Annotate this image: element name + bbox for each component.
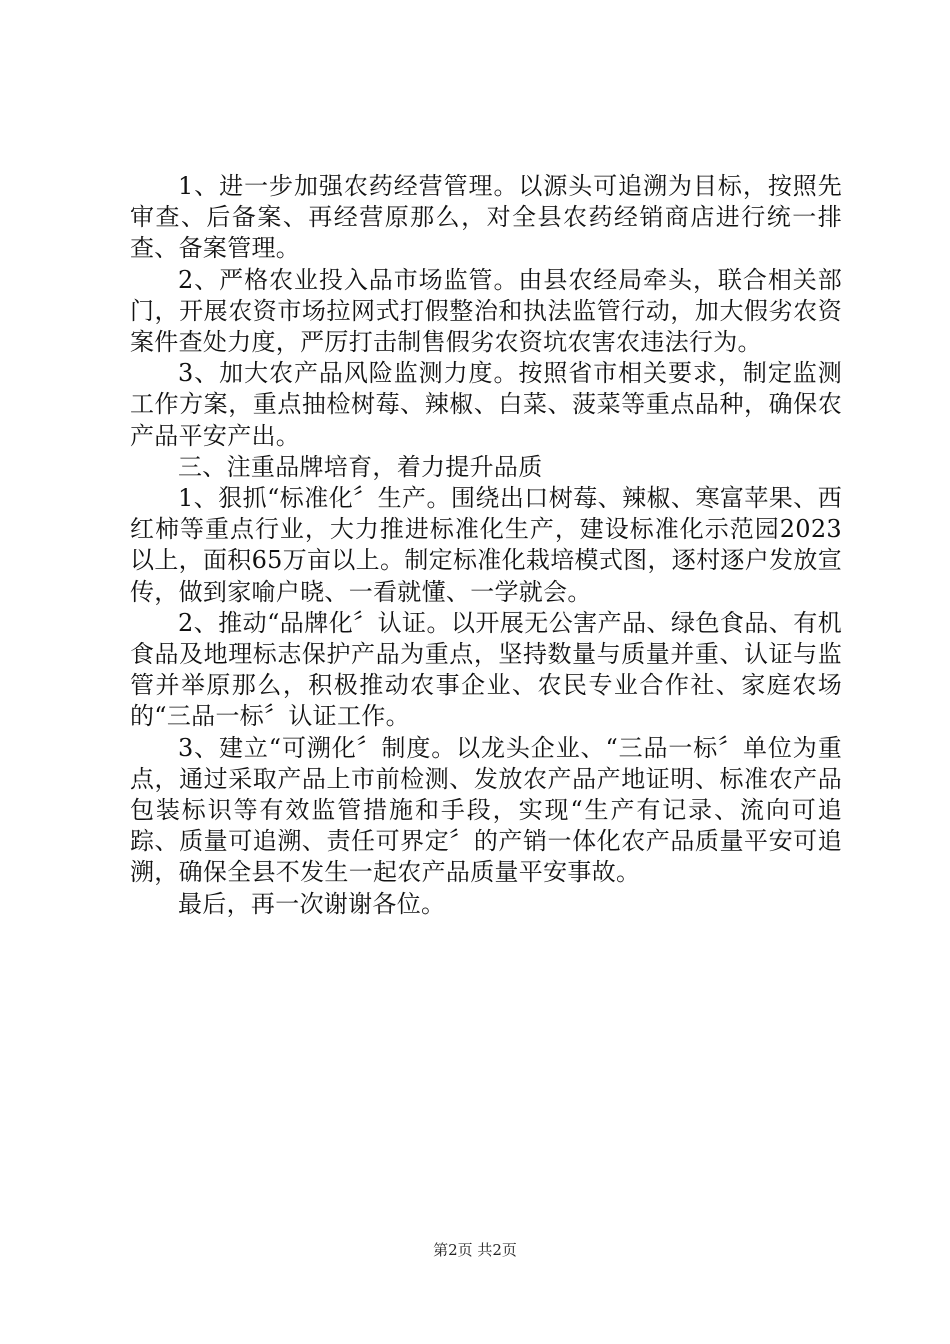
paragraph-pesticide-management: 1、进一步加强农药经营管理。以源头可追溯为目标，按照先审查、后备案、再经营原那么，对全县农药经销商店进行统一排查、备案管理。 xyxy=(130,172,842,263)
page-number-label: 第2页 共2页 xyxy=(433,1241,517,1259)
document-body xyxy=(130,171,842,920)
paragraph-brand-certification: 2、推动“品牌化〞认证。以开展无公害产品、绿色食品、有机食品及地理标志保护产品为重点，坚持数量与质量并重、认证与监管并举原那么，积极推动农事企业、农民专业合作社、家庭农场的“三品一标〞认证工作。 xyxy=(130,608,842,731)
paragraph-standardized-production: 1、狠抓“标准化〞生产。围绕出口树莓、辣椒、寒富苹果、西红柿等重点行业，大力推进标准化生产，建设标准化示范园2023以上，面积65万亩以上。制定标准化栽培模式图，逐村逐户发放宣传，做到家喻户晓、一看就懂、一学就会。 xyxy=(130,484,842,606)
section-heading-brand-cultivation: 三、注重品牌培育，着力提升品质 xyxy=(178,452,543,481)
paragraph-traceability-system: 3、建立“可溯化〞制度。以龙头企业、“三品一标〞单位为重点，通过采取产品上市前检测、发放农产品产地证明、标准农产品包装标识等有效监管措施和手段，实现“生产有记录、流向可追踪、质量可追溯、责任可界定〞的产销一体化农产品质量平安可追溯，确保全县不发生一起农产品质量平安事故。 xyxy=(130,733,842,887)
paragraph-closing-thanks: 最后，再一次谢谢各位。 xyxy=(178,889,446,918)
paragraph-input-market-supervision: 2、严格农业投入品市场监管。由县农经局牵头，联合相关部门，开展农资市场拉网式打假整治和执法监管行动，加大假劣农资案件查处力度，严厉打击制售假劣农资坑农害农违法行为。 xyxy=(130,265,842,357)
paragraph-risk-monitoring: 3、加大农产品风险监测力度。按照省市相关要求，制定监测工作方案，重点抽检树莓、辣椒、白菜、菠菜等重点品种，确保农产品平安产出。 xyxy=(130,359,842,450)
page-footer xyxy=(0,1240,950,1260)
